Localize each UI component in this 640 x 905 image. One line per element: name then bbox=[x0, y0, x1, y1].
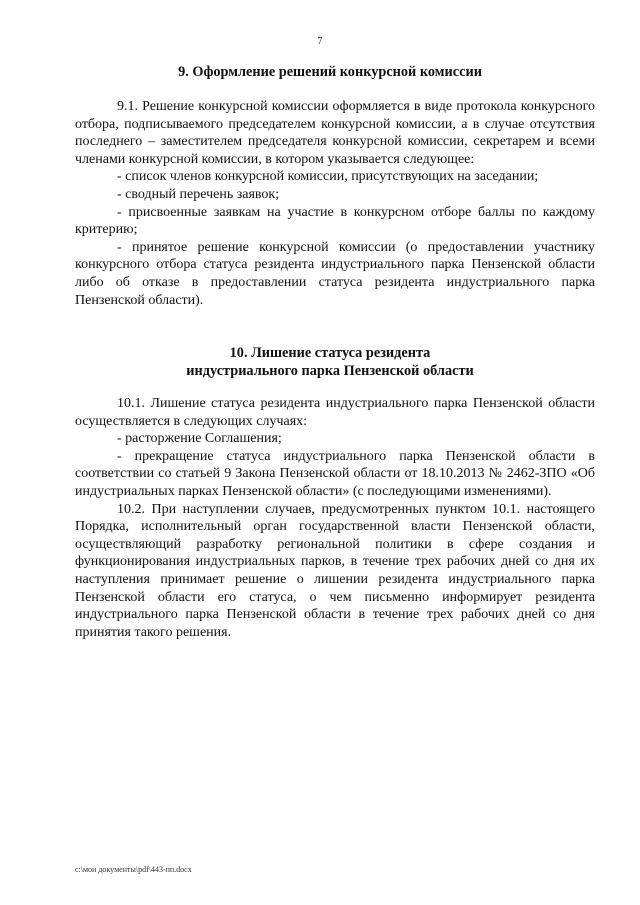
list-item: - принятое решение конкурсной комиссии (о предоставлении участнику конкурсного отбора статуса резидента индустриального парка Пензенской области либо об отказе в предоставлении статуса резидента индустриального парка Пензенской области). bbox=[75, 239, 595, 308]
paragraph-10-2: 10.2. При наступлении случаев, предусмотренных пунктом 10.1. настоящего Порядка, исполнительный орган государственной власти Пензенской области, осуществляющий разработку региональной политики в сфере создания и функционирования индустриальных парков, в течение трех рабочих дней со дня их наступления принимает решение о лишении резидента индустриального парка Пензенской области его статуса, о чем письменно информирует резидента индустриального парка Пензенской области в течение трех рабочих дней со дня принятия такого решения. bbox=[75, 501, 595, 640]
file-path-footer: c:\мои документы\pdf\443-пп.docx bbox=[75, 865, 192, 874]
section-10-heading-line-1: 10. Лишение статуса резидента bbox=[229, 345, 431, 361]
list-item: - список членов конкурсной комиссии, присутствующих на заседании; bbox=[117, 169, 539, 185]
list-item: - расторжение Соглашения; bbox=[117, 431, 282, 447]
list-item: - присвоенные заявкам на участие в конкурсном отборе баллы по каждому критерию; bbox=[75, 204, 595, 238]
paragraph-9-1: 9.1. Решение конкурсной комиссии оформляется в виде протокола конкурсного отбора, подписываемого председателем конкурсной комиссии, а в случае отсутствия последнего – заместителем председателя конкурсной комиссии, секретарем и всеми членами конкурсной комиссии, в котором указывается следующее: bbox=[75, 99, 595, 167]
section-9-heading: 9. Оформление решений конкурсной комиссии bbox=[178, 64, 482, 80]
section-10-body bbox=[75, 395, 595, 641]
section-9-body bbox=[75, 98, 595, 309]
list-item: - прекращение статуса индустриального парка Пензенской области в соответствии со статьей 9 Закона Пензенской области от 18.10.2013 № 2462-ЗПО «Об индустриальных парках Пензенской области» (с последующими изменениями). bbox=[75, 448, 595, 499]
section-10-heading bbox=[75, 345, 585, 380]
paragraph-10-1: 10.1. Лишение статуса резидента индустриального парка Пензенской области осуществляется в следующих случаях: bbox=[75, 396, 595, 429]
section-10-heading-line-2: индустриального парка Пензенской области bbox=[186, 362, 474, 379]
page-number: 7 bbox=[317, 36, 323, 47]
list-item: - сводный перечень заявок; bbox=[117, 186, 280, 202]
